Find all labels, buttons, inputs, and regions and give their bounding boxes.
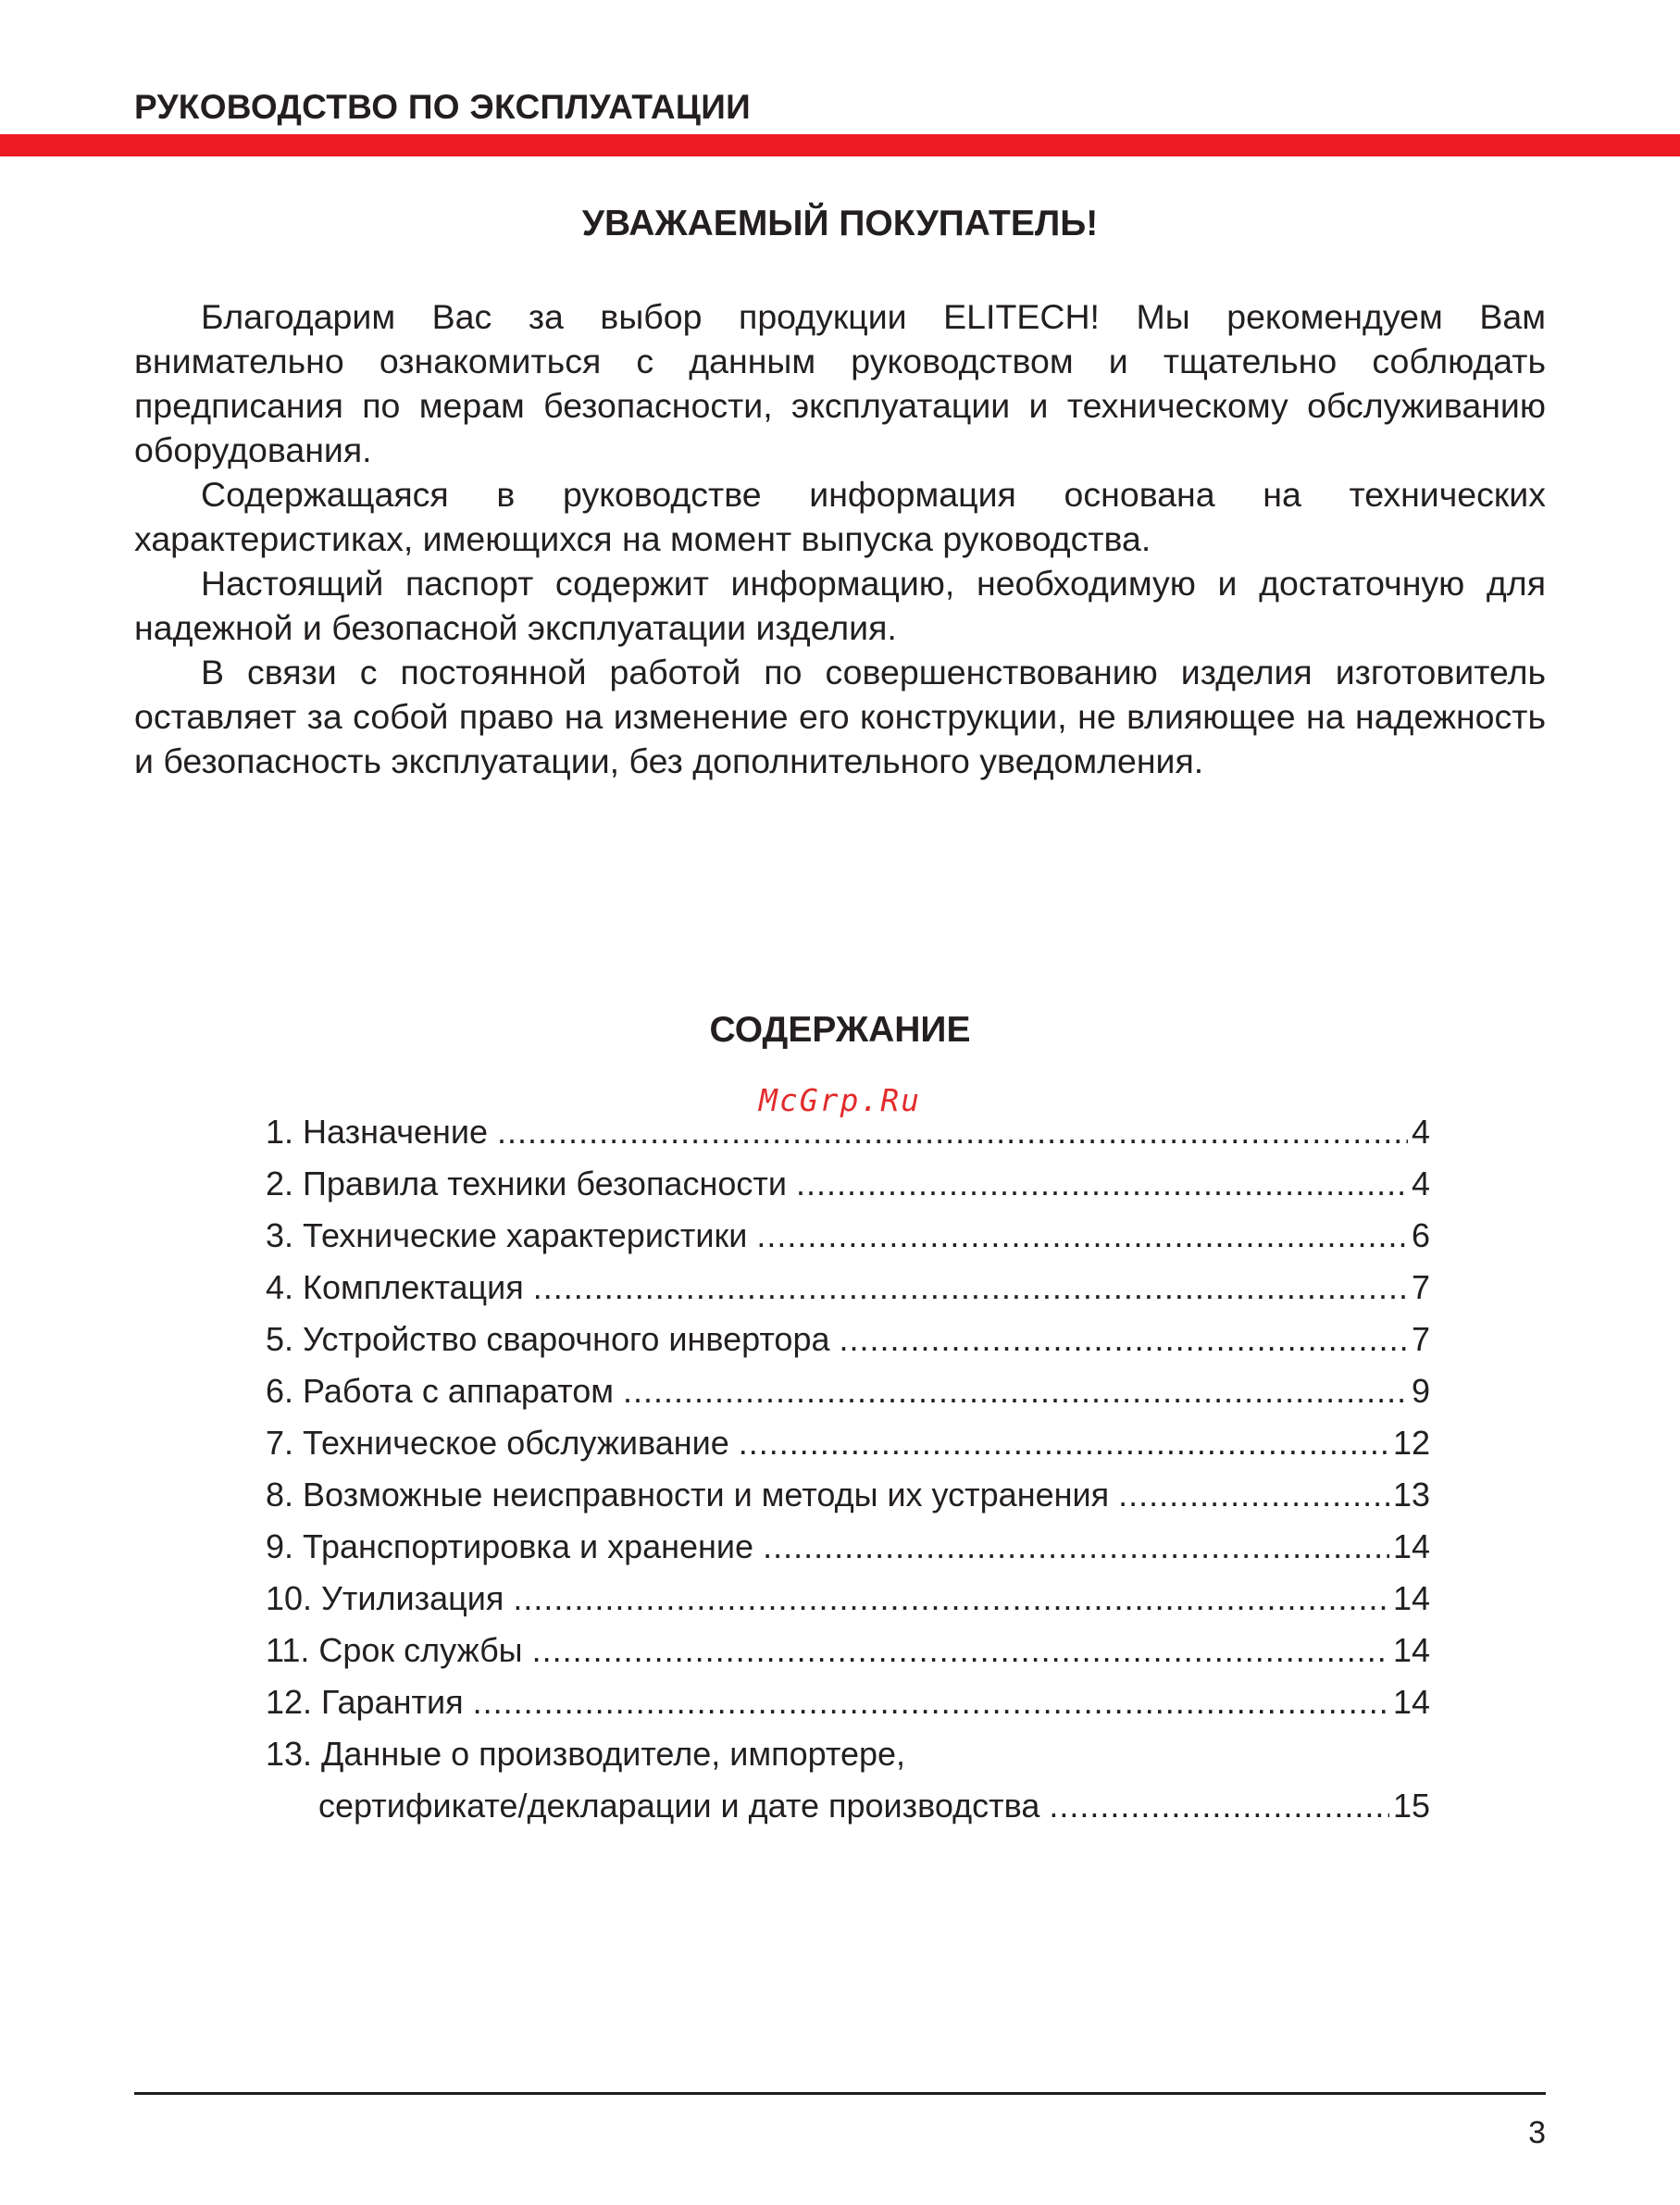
toc-item-label: 1. Назначение <box>266 1113 489 1151</box>
toc-item-label: сертификате/декларации и дате производства <box>318 1787 1040 1825</box>
toc-item-page: 13 <box>1392 1476 1430 1514</box>
toc-item-label: 13. Данные о производителе, импортере, <box>266 1735 906 1773</box>
intro-paragraph: Содержащаяся в руководстве информация основана на технических характеристиках, имеющихся на момент выпуска руководства. <box>134 475 1546 558</box>
toc-leader-dots <box>473 1676 1389 1728</box>
toc-leader-dots <box>497 1106 1408 1158</box>
toc-item-page: 14 <box>1392 1683 1430 1721</box>
toc-item[interactable] <box>266 1625 1430 1676</box>
toc-item[interactable] <box>266 1158 1430 1210</box>
toc-item-label: 3. Технические характеристики <box>266 1216 748 1254</box>
toc-leader-dots <box>1118 1469 1389 1521</box>
toc-leader-dots <box>796 1158 1408 1210</box>
toc-item-page: 7 <box>1411 1268 1430 1306</box>
toc-item-page: 7 <box>1411 1320 1430 1358</box>
toc-item-page: 15 <box>1392 1787 1430 1825</box>
toc-item-page: 14 <box>1392 1579 1430 1617</box>
intro-paragraph: Благодарим Вас за выбор продукции ELITECH! Мы рекомендуем Вам внимательно ознакомиться с данным руководством и тщательно соблюдать предписания по мерам безопасности, эксплуатации и техническому обслуживанию оборудования. <box>134 297 1546 469</box>
toc-item-label: 5. Устройство сварочного инвертора <box>266 1320 830 1358</box>
toc-item[interactable] <box>266 1262 1430 1314</box>
toc-leader-dots <box>532 1625 1389 1676</box>
toc-item-page: 14 <box>1392 1631 1430 1669</box>
toc-item-label: 4. Комплектация <box>266 1268 524 1306</box>
toc-item[interactable] <box>266 1106 1430 1158</box>
toc-item-page: 14 <box>1392 1527 1430 1565</box>
document-header-title: РУКОВОДСТВО ПО ЭКСПЛУАТАЦИИ <box>134 88 752 126</box>
toc-item-label: 6. Работа с аппаратом <box>266 1372 614 1410</box>
toc-leader-dots <box>1049 1780 1389 1832</box>
page-number: 3 <box>1528 2115 1546 2150</box>
footer-divider <box>134 2092 1546 2095</box>
intro-paragraph: В связи с постоянной работой по совершенствованию изделия изготовитель оставляет за собой право на изменение его конструкции, не влияющее на надежность и безопасность эксплуатации, без дополнительного уведомления. <box>134 653 1546 780</box>
toc-leader-dots <box>533 1262 1408 1314</box>
toc-leader-dots <box>840 1314 1408 1365</box>
toc-item-multiline-end[interactable] <box>266 1780 1430 1832</box>
toc-item[interactable] <box>266 1314 1430 1365</box>
toc-item[interactable] <box>266 1210 1430 1262</box>
toc-item-label: 12. Гарантия <box>266 1683 464 1721</box>
header-accent-bar <box>0 134 1680 156</box>
toc-leader-dots <box>756 1210 1408 1262</box>
watermark: McGrp.Ru <box>759 1082 921 1118</box>
toc-item[interactable] <box>266 1573 1430 1625</box>
toc-item-label: 11. Срок службы <box>266 1631 523 1669</box>
toc-item-label: 9. Транспортировка и хранение <box>266 1527 754 1565</box>
toc-item[interactable] <box>266 1365 1430 1417</box>
toc-item-label: 10. Утилизация <box>266 1579 504 1617</box>
toc-item[interactable] <box>266 1676 1430 1728</box>
toc-item-label: 2. Правила техники безопасности <box>266 1165 787 1202</box>
toc-item-page: 12 <box>1392 1424 1430 1462</box>
toc-item[interactable] <box>266 1521 1430 1573</box>
toc-item[interactable] <box>266 1469 1430 1521</box>
toc-item-label: 7. Техническое обслуживание <box>266 1424 729 1462</box>
greeting-heading: УВАЖАЕМЫЙ ПОКУПАТЕЛЬ! <box>581 204 1099 243</box>
intro-text <box>134 294 1546 783</box>
toc-item[interactable] <box>266 1417 1430 1469</box>
toc-item-page: 4 <box>1411 1113 1430 1151</box>
toc-item-page: 6 <box>1411 1216 1430 1254</box>
toc-leader-dots <box>763 1521 1389 1573</box>
toc-leader-dots <box>623 1365 1408 1417</box>
toc-leader-dots <box>513 1573 1389 1625</box>
toc-item-multiline-start[interactable] <box>266 1728 1430 1780</box>
table-of-contents <box>266 1106 1430 1832</box>
toc-item-page: 4 <box>1411 1165 1430 1202</box>
toc-item-page: 9 <box>1411 1372 1430 1410</box>
toc-heading: СОДЕРЖАНИЕ <box>709 1010 971 1050</box>
toc-item-label: 8. Возможные неисправности и методы их устранения <box>266 1476 1110 1514</box>
toc-leader-dots <box>739 1417 1389 1469</box>
intro-paragraph: Настоящий паспорт содержит информацию, необходимую и достаточную для надежной и безопасной эксплуатации изделия. <box>134 564 1546 647</box>
